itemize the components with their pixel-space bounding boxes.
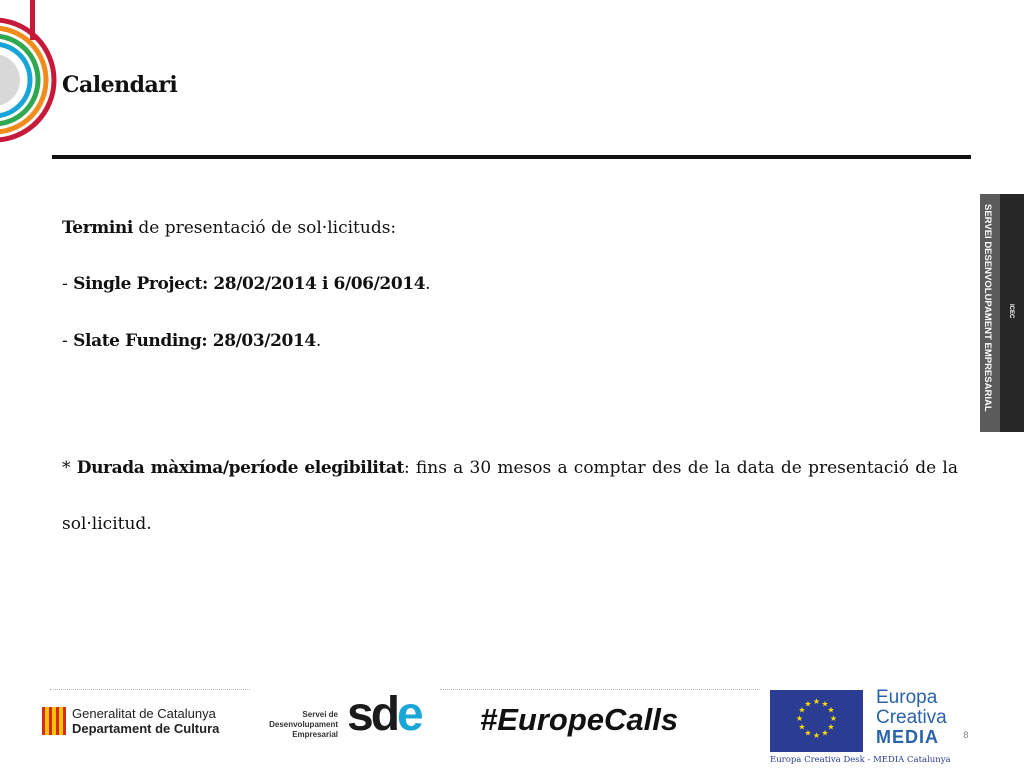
hashtag-europecalls: #EuropeCalls	[480, 702, 679, 737]
slate-funding-line	[62, 328, 958, 354]
single-project-dates: Single Project: 28/02/2014 i 6/06/2014	[73, 274, 426, 294]
svg-text:★: ★	[821, 699, 829, 709]
generalitat-text	[72, 707, 219, 737]
footer-divider-right	[440, 689, 760, 690]
europa-label: Europa	[876, 687, 938, 708]
sde-logo-e: e	[397, 688, 421, 741]
duration-prefix: *	[62, 458, 77, 478]
sde-logo-d: d	[370, 688, 398, 741]
single-project-prefix: -	[62, 274, 74, 294]
svg-text:★: ★	[827, 705, 835, 715]
deadline-heading	[62, 215, 958, 241]
side-tab-small-label: ICEC	[1008, 304, 1014, 319]
svg-text:★: ★	[795, 714, 804, 723]
generalitat-line2: Departament de Cultura	[72, 721, 220, 736]
eu-flag-icon	[770, 690, 863, 752]
duration-paragraph	[62, 440, 958, 552]
svg-text:★: ★	[812, 731, 821, 740]
slate-funding-date: Slate Funding: 28/03/2014	[73, 331, 316, 351]
svg-text:★: ★	[827, 722, 835, 732]
svg-text:★: ★	[798, 722, 806, 732]
europa-creativa-logo	[876, 688, 947, 746]
title-underline	[52, 155, 971, 159]
sde-caption-line1: Servei de	[302, 710, 338, 719]
svg-text:★: ★	[804, 699, 812, 709]
svg-text:★: ★	[829, 714, 838, 723]
media-label: MEDIA	[876, 727, 939, 747]
eu-stars	[770, 690, 863, 752]
slate-funding-suffix: .	[315, 331, 322, 351]
sde-logo	[347, 687, 421, 742]
footer-divider-left	[50, 689, 250, 690]
arc-center	[0, 54, 20, 106]
side-tab-label: SERVEI DESENVOLUPAMENT EMPRESARIAL	[982, 204, 993, 412]
slide-title: Calendari	[62, 72, 178, 98]
single-project-suffix: .	[425, 274, 431, 294]
single-project-line	[62, 271, 958, 297]
creativa-label: Creativa	[876, 707, 947, 728]
duration-bold: Durada màxima/període elegibilitat	[76, 458, 404, 478]
sde-logo-s: s	[347, 688, 371, 741]
slate-funding-prefix: -	[62, 331, 74, 351]
sde-caption-line2: Desenvolupament	[269, 720, 338, 729]
svg-text:★: ★	[812, 697, 821, 706]
arc-bar	[30, 0, 35, 40]
generalitat-line1: Generalitat de Catalunya	[72, 706, 216, 721]
deadline-heading-rest: de presentació de sol·licituds:	[132, 218, 397, 238]
deadline-heading-bold: Termini	[62, 218, 133, 238]
sde-caption	[258, 710, 338, 740]
sde-caption-line3: Empresarial	[292, 730, 338, 739]
duration-rest: : fins a 30 mesos a comptar des de la data de presentació de la sol·licitud.	[62, 458, 958, 534]
page-number: 8	[963, 731, 969, 741]
desk-caption: Europa Creativa Desk - MEDIA Catalunya	[770, 755, 951, 765]
side-tab	[980, 194, 1024, 432]
svg-text:★: ★	[798, 705, 806, 715]
svg-text:★: ★	[804, 728, 812, 738]
catalan-flag-icon	[42, 707, 66, 735]
svg-text:★: ★	[821, 728, 829, 738]
decorative-arcs-logo	[0, 0, 70, 170]
